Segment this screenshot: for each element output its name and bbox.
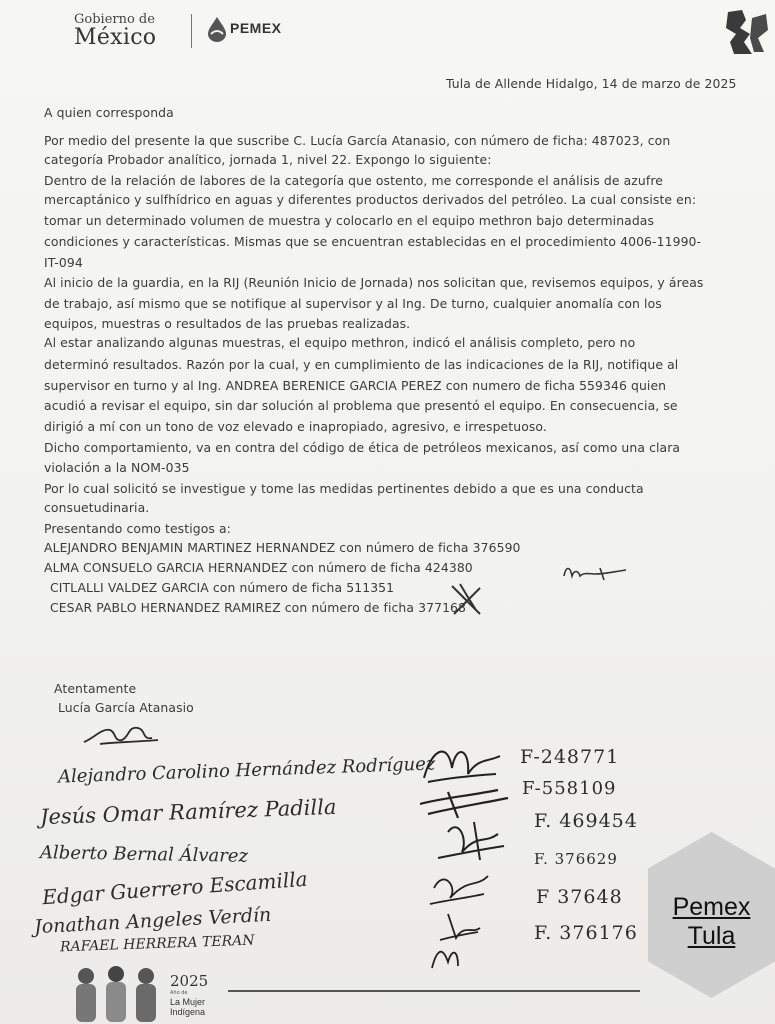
- witness-line: CITLALLI VALDEZ GARCIA con número de ficha 511351: [50, 580, 395, 595]
- witness-line: CESAR PABLO HERNANDEZ RAMIREZ con número de ficha 377168: [50, 600, 467, 615]
- body-line: Al estar analizando algunas muestras, el equipo methron, indicó el análisis completo, pero no: [44, 335, 636, 350]
- handwritten-name: Edgar Guerrero Escamilla: [41, 866, 309, 910]
- body-line: mercaptánico y sulfhídrico en aguas y diferentes productos derivados del petróleo. La cual consiste en:: [44, 192, 697, 207]
- body-line: condiciones y características. Mismas que se encuentran establecidas en el procedimiento 4006-11990-: [44, 234, 702, 249]
- footer-women-illustration: [66, 964, 170, 1022]
- pemex-wordmark: PEMEX: [230, 20, 282, 36]
- footer-small-text: Año de: [170, 990, 188, 996]
- signer-signature: [80, 718, 164, 750]
- body-line: acudió a revisar el equipo, sin dar solución al problema que presentó el equipo. En consecuencia, se: [44, 398, 678, 413]
- signature-rule: [228, 990, 640, 992]
- footer-mujer-indigena: [170, 997, 205, 1017]
- watermark-badge-text: [648, 893, 775, 951]
- handwritten-name: Jonathan Angeles Verdín: [33, 903, 272, 939]
- handwritten-ficha: F. 469454: [534, 810, 638, 832]
- body-line: de trabajo, así mismo que se notifique al supervisor y al Ing. De turno, cualquier anomalía con los: [44, 296, 662, 311]
- handwritten-signatures: [418, 738, 514, 970]
- handwritten-ficha: F-558109: [522, 778, 617, 799]
- logo-divider: [191, 14, 192, 48]
- handwritten-name: Jesús Omar Ramírez Padilla: [39, 794, 337, 830]
- footer-line-a: La Mujer: [170, 997, 206, 1007]
- body-line: IT-094: [44, 255, 83, 270]
- handwritten-name: Alberto Bernal Álvarez: [39, 842, 249, 867]
- body-line: ALMA CONSUELO GARCIA HERNANDEZ con número de ficha 424380: [44, 560, 473, 575]
- pemex-logo: [206, 14, 316, 48]
- body-line: consuetudinaria.: [44, 500, 150, 515]
- body-line: tomar un determinado volumen de muestra y colocarlo en el equipo methron bajo determinadas: [44, 213, 655, 228]
- body-line: equipos, muestras o resultados de las pruebas realizadas.: [44, 316, 411, 331]
- body-line: Por lo cual solicitó se investigue y tome las medidas pertinentes debido a que es una conducta: [44, 481, 644, 496]
- body-line: Por medio del presente la que suscribe C. Lucía García Atanasio, con número de ficha: 487023, con: [44, 133, 671, 148]
- handwritten-ficha: F-248771: [520, 746, 620, 768]
- handwritten-name: RAFAEL HERRERA TERAN: [59, 932, 255, 956]
- signer-name: Lucía García Atanasio: [58, 700, 194, 715]
- closing: Atentamente: [54, 681, 137, 696]
- witness-cross-mark: [446, 580, 486, 620]
- logo-line-2: México: [74, 25, 157, 50]
- pemex-drop-icon: [206, 16, 228, 42]
- logo-line-1: Gobierno de: [74, 12, 155, 27]
- handwritten-ficha: F. 376629: [534, 850, 618, 868]
- footer-year: 2025: [170, 972, 209, 990]
- handwritten-ficha: F 37648: [536, 886, 623, 908]
- body-line: categoría Probador analítico, jornada 1, nivel 22. Expongo lo siguiente:: [44, 152, 492, 167]
- footer-line-b: Indígena: [170, 1007, 206, 1017]
- body-line: dirigió a mí con un tono de voz elevado e inapropiado, agresivo, e irrespetuoso.: [44, 419, 547, 434]
- salutation: A quien corresponda: [44, 105, 174, 120]
- body-line: Dicho comportamiento, va en contra del código de ética de petróleos mexicanos, así como una clara: [44, 440, 681, 455]
- gobierno-de-mexico-logo: [74, 12, 184, 52]
- body-line: determinó resultados. Razón por la cual, y en cumplimiento de las indicaciones de la RIJ, notifique al: [44, 357, 679, 372]
- letter-date: Tula de Allende Hidalgo, 14 de marzo de 2025: [446, 76, 737, 91]
- body-line: supervisor en turno y al Ing. ANDREA BERENICE GARCIA PEREZ con numero de ficha 559346 quien: [44, 378, 667, 393]
- body-line: Dentro de la relación de labores de la categoría que ostento, me corresponde el análisis de azufre: [44, 173, 663, 188]
- corner-emblem-icon: [722, 8, 772, 56]
- handwritten-name: Alejandro Carolino Hernández Rodríguez: [57, 753, 436, 788]
- body-line: ALEJANDRO BENJAMIN MARTINEZ HERNANDEZ con número de ficha 376590: [44, 540, 521, 555]
- badge-line-2: Tula: [687, 922, 736, 950]
- body-line: Al inicio de la guardia, en la RIJ (Reunión Inicio de Jornada) nos solicitan que, revisemos equipos, y áreas: [44, 275, 704, 290]
- body-line: Presentando como testigos a:: [44, 521, 231, 536]
- handwritten-ficha: F. 376176: [534, 922, 638, 944]
- witness-signature: [560, 562, 634, 584]
- body-line: violación a la NOM-035: [44, 460, 190, 475]
- badge-line-1: Pemex: [672, 893, 751, 921]
